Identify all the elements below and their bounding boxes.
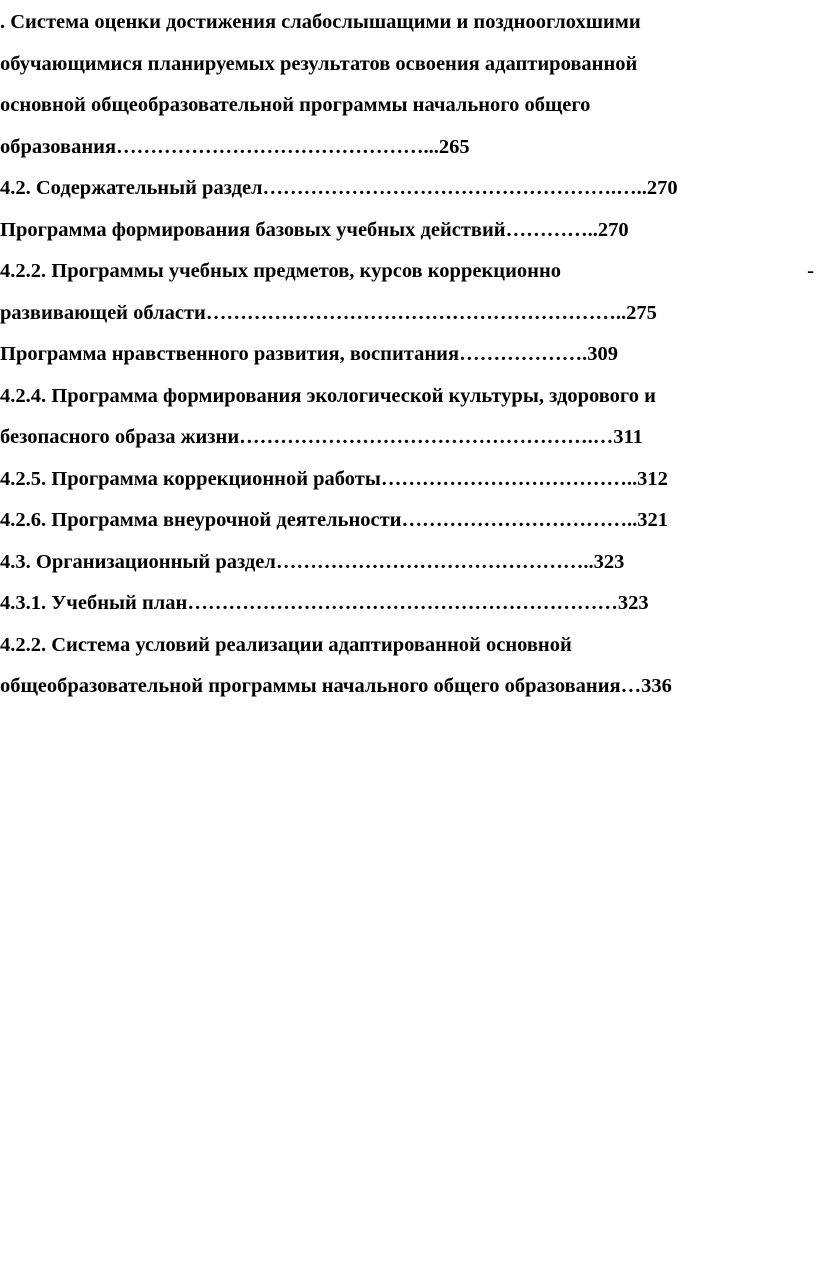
toc-line-6: Программа формирования базовых учебных действий…………..270 bbox=[0, 218, 629, 241]
toc-line-3: основной общеобразовательной программы начального общего bbox=[0, 94, 591, 116]
toc-line-12: 4.2.5. Программа коррекционной работы………………………………..312 bbox=[0, 467, 668, 490]
toc-line-2: обучающимися планируемых результатов освоения адаптированной bbox=[0, 52, 638, 75]
toc-line-15: 4.3.1. Учебный план………………………………………………………323 bbox=[0, 592, 649, 614]
toc-line-16: 4.2.2. Система условий реализации адаптированной основной bbox=[0, 633, 572, 656]
toc-line-1: . Система оценки достижения слабослышащими и позднооглохшими bbox=[0, 11, 641, 33]
toc-line-13: 4.2.6. Программа внеурочной деятельности……………………………..321 bbox=[0, 509, 668, 531]
toc-line-7-text: 4.2.2. Программы учебных предметов, курсов коррекционно bbox=[0, 260, 562, 282]
toc-line-8: развивающей области……………………………………………………..275 bbox=[0, 301, 657, 324]
toc-line-14: 4.3. Организационный раздел………………………………………..323 bbox=[0, 550, 625, 573]
toc-line-5: 4.2. Содержательный раздел…………………………………………….…..270 bbox=[0, 177, 678, 199]
toc-line-7-hyphen: - bbox=[807, 260, 814, 282]
toc-line-7 bbox=[0, 251, 814, 293]
table-of-contents bbox=[0, 2, 814, 708]
toc-line-9: Программа нравственного развития, воспитания……………….309 bbox=[0, 343, 618, 365]
toc-line-11: безопасного образа жизни…………………………………………….…311 bbox=[0, 426, 643, 448]
toc-line-4: образования………………………………………...265 bbox=[0, 135, 470, 158]
toc-line-17: общеобразовательной программы начального общего образования…336 bbox=[0, 675, 672, 697]
toc-line-10: 4.2.4. Программа формирования экологической культуры, здорового и bbox=[0, 384, 656, 407]
